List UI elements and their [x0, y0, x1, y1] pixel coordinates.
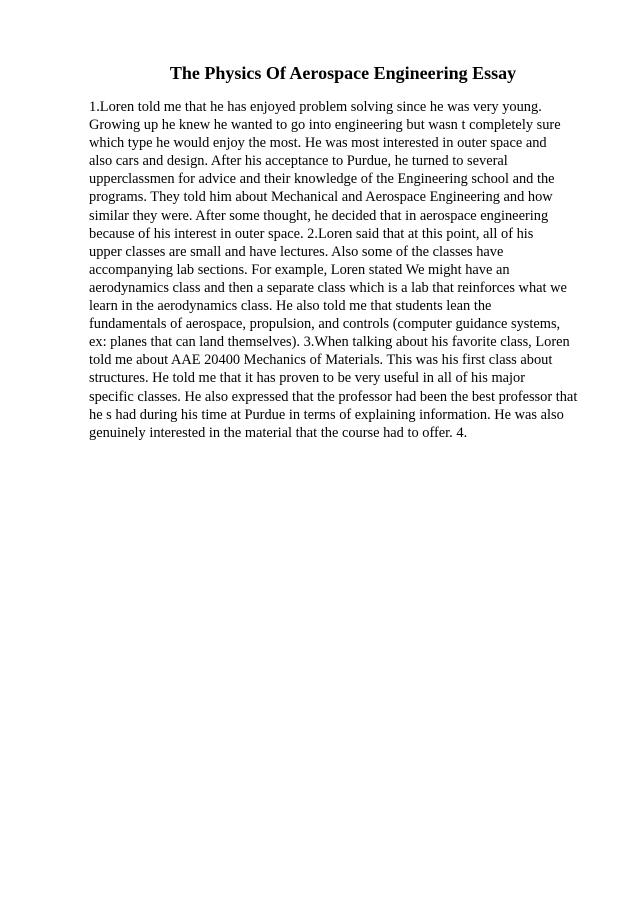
body-line: which type he would enjoy the most. He was most interested in outer space and [89, 135, 547, 152]
body-line: aerodynamics class and then a separate class which is a lab that reinforces what we [89, 279, 567, 296]
body-line: learn in the aerodynamics class. He also told me that students lean the [89, 298, 492, 315]
document-title: The Physics Of Aerospace Engineering Essay [169, 63, 517, 83]
body-line: specific classes. He also expressed that the professor had been the best professor that [89, 388, 578, 405]
body-line: Growing up he knew he wanted to go into engineering but wasn t completely sure [89, 117, 561, 134]
body-line: he s had during his time at Purdue in terms of explaining information. He was also [89, 406, 564, 423]
body-line: similar they were. After some thought, he decided that in aerospace engineering [89, 207, 549, 224]
body-line: programs. They told him about Mechanical and Aerospace Engineering and how [89, 189, 553, 206]
body-line: because of his interest in outer space. 2.Loren said that at this point, all of his [89, 225, 534, 242]
body-line: 1.Loren told me that he has enjoyed problem solving since he was very young. [89, 99, 542, 115]
body-line: told me about AAE 20400 Mechanics of Materials. This was his first class about [89, 352, 553, 369]
body-line: upperclassmen for advice and their knowledge of the Engineering school and the [89, 171, 555, 188]
body-line: upper classes are small and have lectures. Also some of the classes have [89, 243, 504, 260]
body-line: accompanying lab sections. For example, Loren stated We might have an [89, 261, 510, 278]
body-line: genuinely interested in the material that the course had to offer. 4. [89, 424, 468, 441]
body-line: ex: planes that can land themselves). 3.When talking about his favorite class, Loren [89, 334, 570, 351]
document-body [89, 98, 589, 442]
body-line: also cars and design. After his acceptance to Purdue, he turned to several [89, 153, 508, 170]
body-line: fundamentals of aerospace, propulsion, and controls (computer guidance systems, [89, 316, 561, 333]
body-line: structures. He told me that it has proven to be very useful in all of his major [89, 370, 526, 387]
